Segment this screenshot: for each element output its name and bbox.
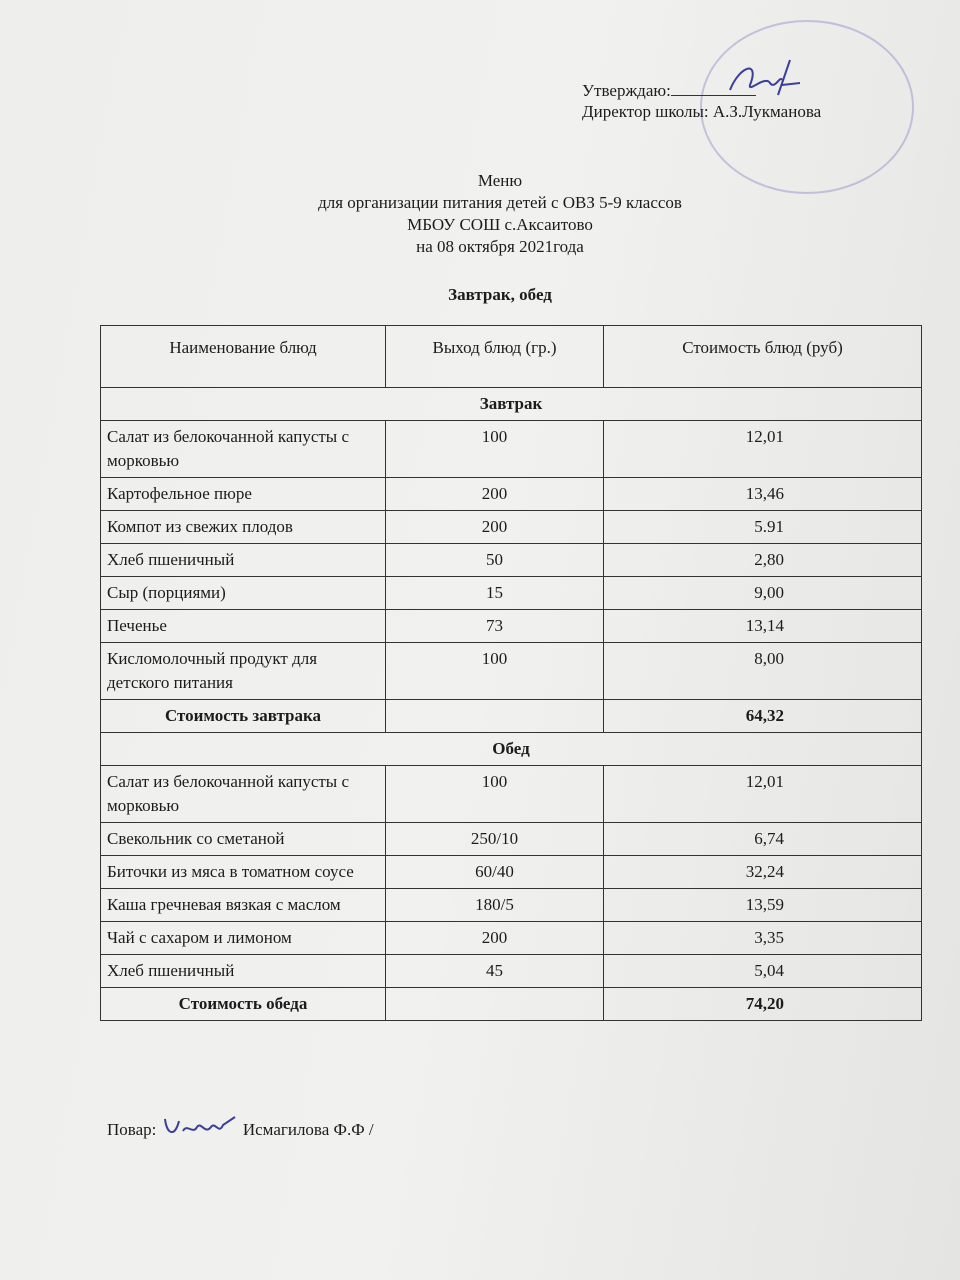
dish-name: Свекольник со сметаной bbox=[101, 823, 386, 856]
director-name: Директор школы: А.З.Лукманова bbox=[582, 102, 822, 121]
dish-cost: 12,01 bbox=[604, 766, 922, 823]
table-row bbox=[101, 922, 922, 955]
dish-yield: 45 bbox=[386, 955, 604, 988]
signature-line bbox=[671, 95, 756, 96]
dish-yield: 73 bbox=[386, 610, 604, 643]
dish-name: Хлеб пшеничный bbox=[101, 955, 386, 988]
table-row bbox=[101, 544, 922, 577]
dish-cost: 6,74 bbox=[604, 823, 922, 856]
table-row bbox=[101, 955, 922, 988]
table-row bbox=[101, 823, 922, 856]
total-row-lunch bbox=[101, 988, 922, 1021]
dish-name: Салат из белокочанной капусты с морковью bbox=[101, 766, 386, 823]
dish-name: Кисломолочный продукт для детского питания bbox=[101, 643, 386, 700]
table-row bbox=[101, 421, 922, 478]
dish-yield: 200 bbox=[386, 511, 604, 544]
dish-cost: 12,01 bbox=[604, 421, 922, 478]
dish-name: Компот из свежих плодов bbox=[101, 511, 386, 544]
document-title bbox=[0, 170, 960, 258]
dish-name: Печенье bbox=[101, 610, 386, 643]
dish-name: Картофельное пюре bbox=[101, 478, 386, 511]
empty-cell bbox=[386, 700, 604, 733]
title-line: Меню bbox=[477, 171, 523, 190]
dish-name: Чай с сахаром и лимоном bbox=[101, 922, 386, 955]
table-row bbox=[101, 856, 922, 889]
dish-yield: 100 bbox=[386, 643, 604, 700]
dish-yield: 250/10 bbox=[386, 823, 604, 856]
table-row bbox=[101, 766, 922, 823]
header-dish: Наименование блюд bbox=[101, 326, 386, 388]
header-cost: Стоимость блюд (руб) bbox=[604, 326, 922, 388]
total-value: 74,20 bbox=[604, 988, 922, 1021]
dish-cost: 5.91 bbox=[604, 511, 922, 544]
dish-yield: 60/40 bbox=[386, 856, 604, 889]
cook-signature bbox=[161, 1113, 239, 1141]
dish-yield: 180/5 bbox=[386, 889, 604, 922]
cook-name: Исмагилова Ф.Ф / bbox=[242, 1120, 374, 1139]
dish-name: Салат из белокочанной капусты с морковью bbox=[101, 421, 386, 478]
title-line: для организации питания детей с ОВЗ 5-9 классов bbox=[318, 193, 682, 212]
header-yield: Выход блюд (гр.) bbox=[386, 326, 604, 388]
table-header bbox=[101, 326, 922, 388]
cook-signature-line bbox=[107, 1113, 374, 1141]
dish-yield: 15 bbox=[386, 577, 604, 610]
table-row bbox=[101, 889, 922, 922]
dish-cost: 5,04 bbox=[604, 955, 922, 988]
dish-yield: 200 bbox=[386, 922, 604, 955]
table-row bbox=[101, 643, 922, 700]
dish-cost: 3,35 bbox=[604, 922, 922, 955]
dish-name: Биточки из мяса в томатном соусе bbox=[101, 856, 386, 889]
dish-cost: 2,80 bbox=[604, 544, 922, 577]
menu-table bbox=[100, 325, 922, 1021]
dish-name: Каша гречневая вязкая с маслом bbox=[101, 889, 386, 922]
dish-yield: 100 bbox=[386, 766, 604, 823]
dish-name: Сыр (порциями) bbox=[101, 577, 386, 610]
table-row bbox=[101, 610, 922, 643]
empty-cell bbox=[386, 988, 604, 1021]
title-line: на 08 октября 2021года bbox=[416, 237, 584, 256]
dish-cost: 13,59 bbox=[604, 889, 922, 922]
title-line: МБОУ СОШ с.Аксаитово bbox=[407, 215, 593, 234]
section-row-lunch bbox=[101, 733, 922, 766]
approval-block bbox=[582, 80, 821, 122]
table-row bbox=[101, 478, 922, 511]
dish-cost: 13,14 bbox=[604, 610, 922, 643]
total-label: Стоимость завтрака bbox=[101, 700, 386, 733]
dish-cost: 32,24 bbox=[604, 856, 922, 889]
dish-cost: 9,00 bbox=[604, 577, 922, 610]
section-row-breakfast bbox=[101, 388, 922, 421]
total-value: 64,32 bbox=[604, 700, 922, 733]
total-label: Стоимость обеда bbox=[101, 988, 386, 1021]
dish-yield: 50 bbox=[386, 544, 604, 577]
table-row bbox=[101, 511, 922, 544]
dish-yield: 200 bbox=[386, 478, 604, 511]
dish-yield: 100 bbox=[386, 421, 604, 478]
section-label: Обед bbox=[101, 733, 922, 766]
meal-subtitle: Завтрак, обед bbox=[448, 285, 552, 304]
approval-label: Утверждаю: bbox=[582, 81, 671, 100]
dish-name: Хлеб пшеничный bbox=[101, 544, 386, 577]
dish-cost: 8,00 bbox=[604, 643, 922, 700]
section-label: Завтрак bbox=[101, 388, 922, 421]
total-row-breakfast bbox=[101, 700, 922, 733]
dish-cost: 13,46 bbox=[604, 478, 922, 511]
table-row bbox=[101, 577, 922, 610]
cook-label: Повар: bbox=[107, 1120, 157, 1139]
